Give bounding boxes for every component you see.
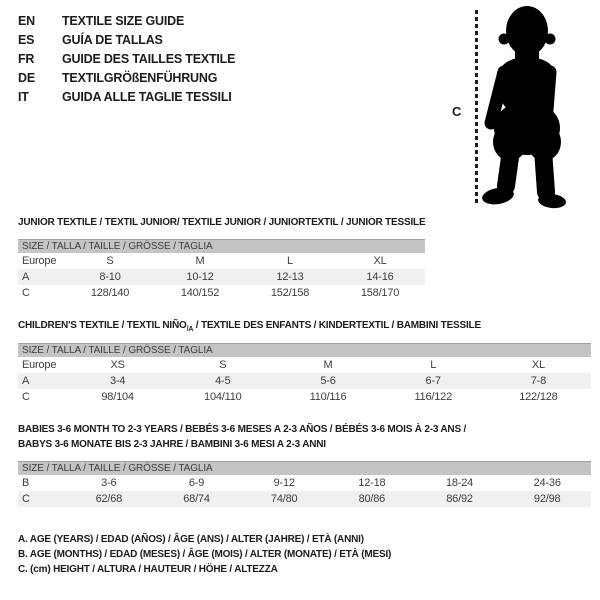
age-cell: 5-6	[320, 375, 336, 387]
row-label: C	[22, 287, 30, 299]
height-cell: 128/140	[90, 287, 130, 299]
footnote-age-years: A. AGE (YEARS) / EDAD (AÑOS) / ÂGE (ANS) / ALTER (JAHRE) / ETÀ (ANNI)	[18, 534, 364, 545]
height-cell: 104/110	[204, 391, 242, 403]
language-row-en	[18, 12, 235, 31]
height-cell: 74/80	[270, 493, 298, 505]
size-cell: S	[219, 359, 227, 371]
age-cell: 6-9	[188, 477, 205, 489]
title-line-1: BABIES 3-6 MONTH TO 2-3 YEARS / BEBÉS 3-6 MESES A 2-3 AÑOS / BÉBÉS 3-6 MOIS À 2-3 ANS /	[18, 424, 467, 435]
size-cell: XS	[110, 359, 125, 371]
height-cell: 68/74	[183, 493, 210, 505]
row-label: A	[22, 375, 30, 387]
language-code: IT	[18, 90, 29, 104]
age-cell: 3-6	[101, 477, 117, 489]
row-label: C	[22, 391, 30, 403]
size-cell: L	[430, 359, 437, 371]
language-row-es	[18, 31, 235, 50]
height-cell: 158/170	[360, 287, 400, 299]
size-cell: S	[106, 255, 114, 267]
size-cell: M	[195, 255, 205, 267]
height-measure-label: C	[452, 104, 462, 119]
legend-footnotes	[18, 532, 391, 577]
age-cell: 4-5	[215, 375, 231, 387]
table-row-height	[18, 491, 591, 507]
language-code: EN	[18, 14, 35, 28]
language-row-de	[18, 69, 235, 88]
row-label: Europe	[22, 359, 57, 371]
age-cell: 7-8	[530, 375, 547, 387]
section-title-junior: JUNIOR TEXTILE / TEXTIL JUNIOR/ TEXTILE JUNIOR / JUNIORTEXTIL / JUNIOR TESSILE	[18, 217, 426, 228]
age-cell: 3-4	[109, 375, 126, 387]
height-cell: 140/152	[180, 287, 220, 299]
height-cell: 86/92	[446, 493, 473, 505]
size-cell: XL	[531, 359, 545, 371]
height-cell: 80/86	[358, 493, 386, 505]
age-cell: 8-10	[99, 271, 121, 283]
junior-size-table	[18, 239, 425, 301]
footnote-age-months: B. AGE (MONTHS) / EDAD (MESES) / ÂGE (MOIS) / ALTER (MONATE) / ETÀ (MESI)	[18, 549, 392, 560]
section-title-babies	[18, 422, 466, 452]
height-cell: 152/158	[270, 287, 310, 299]
table-row-age-months	[18, 475, 591, 491]
age-cell: 10-12	[186, 271, 214, 283]
children-size-table	[18, 343, 591, 405]
table-row-height	[18, 285, 425, 301]
language-row-it	[18, 88, 235, 107]
title-subscript: /A	[186, 326, 194, 333]
age-cell: 18-24	[445, 477, 474, 489]
age-cell: 12-13	[276, 271, 304, 283]
size-cell: M	[323, 359, 333, 371]
table-row-age	[18, 269, 425, 285]
language-code: FR	[18, 52, 35, 66]
height-cell: 62/68	[95, 493, 123, 505]
table-row-height	[18, 389, 591, 405]
title-part: / TEXTILE DES ENFANTS / KINDERTEXTIL / BAMBINI TESSILE	[193, 320, 481, 331]
age-cell: 9-12	[273, 477, 295, 489]
language-code: ES	[18, 33, 35, 47]
row-label: B	[22, 477, 30, 489]
age-cell: 12-18	[358, 477, 386, 489]
size-cell: XL	[373, 255, 387, 267]
footnote-height-cm: C. (cm) HEIGHT / ALTURA / HAUTEUR / HÖHE / ALTEZZA	[18, 564, 278, 575]
table-header: SIZE / TALLA / TAILLE / GRÖSSE / TAGLIA	[18, 343, 591, 357]
height-cell: 110/116	[309, 391, 347, 403]
height-cell: 122/128	[519, 391, 558, 403]
height-cell: 92/98	[533, 493, 561, 505]
baby-silhouette-icon	[470, 0, 600, 215]
table-header: SIZE / TALLA / TAILLE / GRÖSSE / TAGLIA	[18, 461, 591, 475]
age-cell: 14-16	[366, 271, 394, 283]
table-row-europe	[18, 357, 591, 373]
language-list	[18, 12, 235, 107]
age-cell: 24-36	[533, 477, 561, 489]
title-line-2: BABYS 3-6 MONATE BIS 2-3 JAHRE / BAMBINI 3-6 MESI A 2-3 ANNI	[18, 439, 326, 450]
table-header: SIZE / TALLA / TAILLE / GRÖSSE / TAGLIA	[18, 239, 425, 253]
age-cell: 6-7	[425, 375, 441, 387]
title-part: CHILDREN'S TEXTILE / TEXTIL NIÑO	[18, 320, 187, 331]
height-cell: 116/122	[414, 391, 452, 403]
language-title: GUIDE DES TAILLES TEXTILE	[62, 52, 236, 66]
language-row-fr	[18, 50, 235, 69]
babies-size-table	[18, 461, 591, 507]
language-title: GUIDA ALLE TAGLIE TESSILI	[62, 90, 232, 104]
language-title: TEXTILGRÖßENFÜHRUNG	[62, 71, 218, 85]
size-cell: L	[287, 255, 293, 267]
language-title: TEXTILE SIZE GUIDE	[62, 14, 185, 28]
table-row-age	[18, 373, 591, 389]
row-label: A	[22, 271, 30, 283]
language-title: GUÍA DE TALLAS	[62, 33, 163, 47]
height-cell: 98/104	[101, 391, 134, 403]
table-row-europe	[18, 253, 425, 269]
row-label: C	[22, 493, 30, 505]
section-title-children	[18, 320, 481, 333]
language-code: DE	[18, 71, 35, 85]
row-label: Europe	[22, 255, 57, 267]
